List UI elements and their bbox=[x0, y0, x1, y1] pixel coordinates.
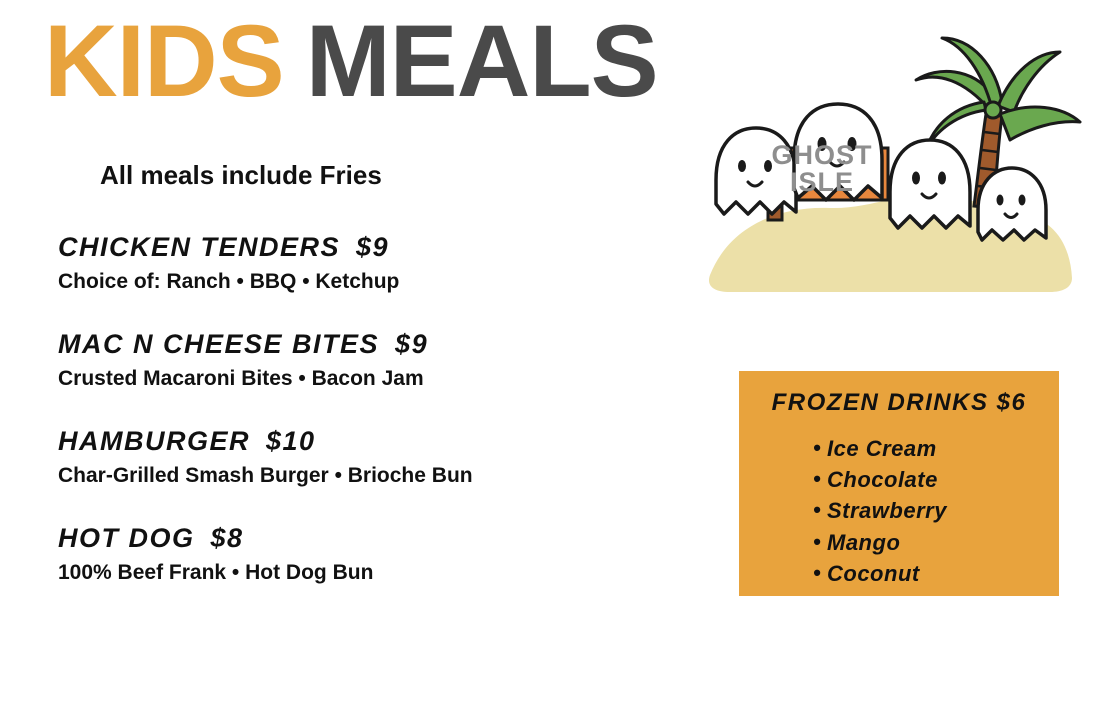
frozen-drinks-price: $6 bbox=[996, 389, 1027, 416]
subtitle: All meals include Fries bbox=[100, 160, 382, 190]
menu-item-description: Crusted Macaroni Bites • Bacon Jam bbox=[58, 367, 424, 390]
frozen-drinks-panel bbox=[739, 371, 1059, 596]
sign-line-2: ISLE bbox=[789, 167, 854, 197]
menu-item-price: $10 bbox=[266, 426, 316, 456]
menu-item bbox=[58, 523, 698, 585]
menu-item bbox=[58, 232, 698, 294]
menu-item-description: Choice of: Ranch • BBQ • Ketchup bbox=[58, 270, 400, 293]
list-item: • Mango bbox=[813, 527, 1059, 558]
menu-item-description: 100% Beef Frank • Hot Dog Bun bbox=[58, 561, 374, 584]
menu-item-heading bbox=[58, 232, 698, 263]
title-meals: MEALS bbox=[305, 4, 658, 118]
menu-item-name: CHICKEN TENDERS bbox=[58, 232, 341, 262]
menu-item-name: HOT DOG bbox=[58, 523, 195, 553]
menu-item bbox=[58, 426, 698, 488]
list-item: • Strawberry bbox=[813, 495, 1059, 526]
menu-item-name: MAC N CHEESE BITES bbox=[58, 329, 380, 359]
ghost-isle-illustration bbox=[690, 10, 1090, 310]
page-title bbox=[44, 4, 658, 118]
ghost-icon bbox=[978, 168, 1046, 240]
ghost-icon bbox=[890, 140, 970, 228]
ghost-icon bbox=[716, 128, 796, 214]
menu-item-heading bbox=[58, 523, 698, 554]
menu-item-heading bbox=[58, 426, 698, 457]
menu-item-price: $9 bbox=[356, 232, 390, 262]
list-item: • Ice Cream bbox=[813, 433, 1059, 464]
ghost-icon bbox=[794, 104, 882, 200]
menu-item-price: $9 bbox=[395, 329, 429, 359]
title-kids: KIDS bbox=[44, 4, 284, 118]
menu-item bbox=[58, 329, 698, 391]
sign-line-1: GHOST bbox=[771, 140, 873, 170]
list-item: • Coconut bbox=[813, 558, 1059, 589]
frozen-drinks-title: FROZEN DRINKS bbox=[771, 389, 989, 416]
frozen-drinks-flavor-list bbox=[739, 433, 1059, 589]
menu-item-price: $8 bbox=[210, 523, 244, 553]
menu-list bbox=[58, 232, 698, 585]
menu-item-description: Char-Grilled Smash Burger • Brioche Bun bbox=[58, 464, 473, 487]
list-item: • Chocolate bbox=[813, 464, 1059, 495]
menu-item-name: HAMBURGER bbox=[58, 426, 250, 456]
frozen-drinks-heading bbox=[739, 389, 1059, 417]
menu-item-heading bbox=[58, 329, 698, 360]
